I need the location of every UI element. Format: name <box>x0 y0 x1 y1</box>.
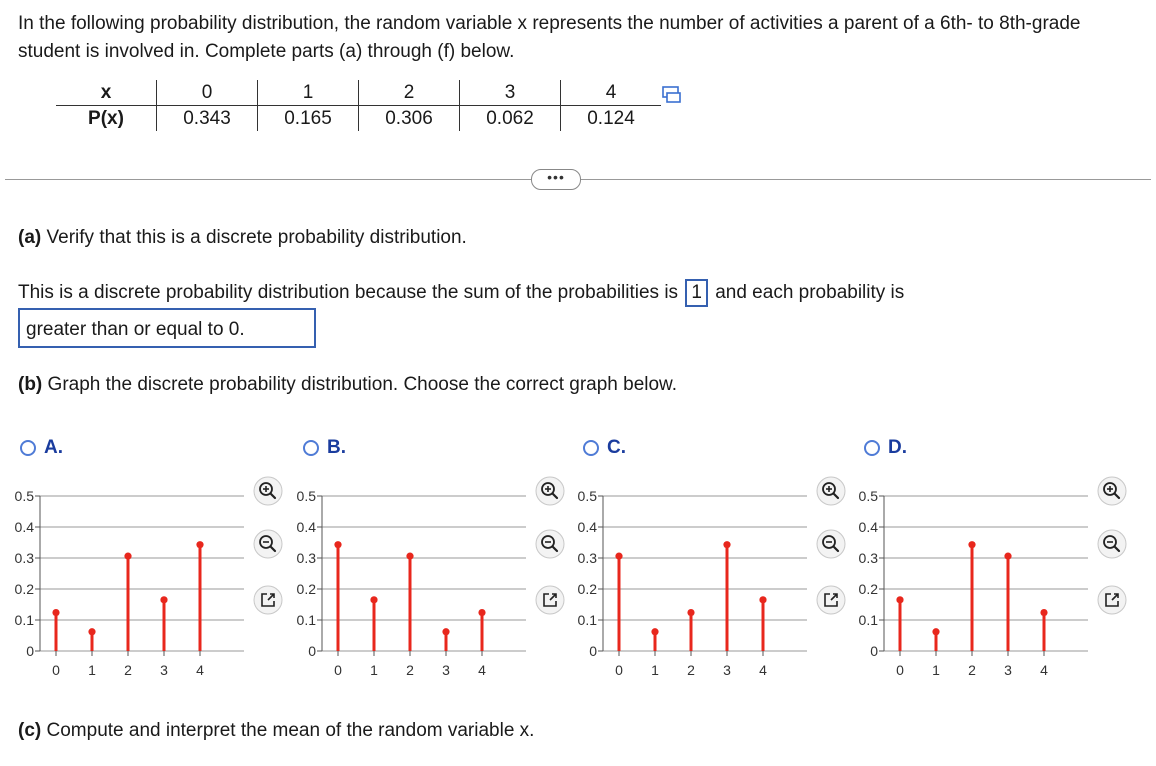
chart-option-d <box>852 478 1092 686</box>
x-tick-label: 1 <box>88 662 96 678</box>
y-tick-label: 0 <box>26 643 34 659</box>
chart-option-c <box>571 478 811 686</box>
part-c-text: Compute and interpret the mean of the random variable x. <box>46 720 535 741</box>
p-row <box>56 106 661 132</box>
stem-dot-1 <box>88 628 95 635</box>
y-tick-label: 0.1 <box>14 612 34 628</box>
x-cell: 3 <box>460 80 561 106</box>
chart-option-a <box>8 478 248 686</box>
copy-icon[interactable] <box>662 86 682 104</box>
option-c-label: C. <box>607 437 626 458</box>
p-cell: 0.306 <box>359 106 460 132</box>
answer-prefix: This is a discrete probability distribution because the sum of the probabilities is <box>18 282 679 303</box>
x-tick-label: 4 <box>1040 662 1048 678</box>
x-tick-label: 3 <box>1004 662 1012 678</box>
p-header: P(x) <box>88 107 124 129</box>
expand-icon[interactable] <box>535 585 565 615</box>
x-cell: 2 <box>359 80 460 106</box>
x-cell: 0 <box>157 80 258 106</box>
y-tick-label: 0.3 <box>296 550 316 566</box>
x-tick-label: 0 <box>615 662 623 678</box>
y-tick-label: 0 <box>308 643 316 659</box>
option-a-label: A. <box>44 437 63 458</box>
option-c-radio[interactable] <box>583 440 599 456</box>
x-tick-label: 1 <box>932 662 940 678</box>
part-a-question <box>18 227 467 249</box>
answer-mid: and each probability is <box>715 282 905 303</box>
y-tick-label: 0.2 <box>296 581 316 597</box>
p-cell: 0.165 <box>258 106 359 132</box>
part-a-label: (a) <box>18 227 42 248</box>
y-tick-label: 0.5 <box>296 488 316 504</box>
expand-icon[interactable] <box>816 585 846 615</box>
option-b-radio[interactable] <box>303 440 319 456</box>
y-tick-label: 0.3 <box>14 550 34 566</box>
x-row <box>56 80 661 106</box>
x-cell: 1 <box>258 80 359 106</box>
probability-table <box>56 80 661 131</box>
option-d[interactable] <box>864 437 907 459</box>
stem-dot-4 <box>478 609 485 616</box>
option-c[interactable] <box>583 437 626 459</box>
zoom-in-icon[interactable] <box>253 476 283 506</box>
stem-dot-4 <box>196 541 203 548</box>
stem-dot-1 <box>370 596 377 603</box>
y-tick-label: 0.1 <box>858 612 878 628</box>
condition-answer-box[interactable]: greater than or equal to 0. <box>18 308 316 348</box>
stem-dot-1 <box>932 628 939 635</box>
x-tick-label: 0 <box>896 662 904 678</box>
tool-bg <box>817 530 845 558</box>
x-tick-label: 4 <box>478 662 486 678</box>
chart-option-b <box>290 478 530 686</box>
zoom-in-icon[interactable] <box>816 476 846 506</box>
p-cell: 0.343 <box>157 106 258 132</box>
expand-icon[interactable] <box>253 585 283 615</box>
more-button[interactable]: ••• <box>531 169 581 190</box>
problem-statement: In the following probability distribution, the random variable x represents the number of activities a parent of a 6th- to 8th-grade student is involved in. Complete parts (a) through (f) below. <box>18 13 1081 62</box>
stem-dot-0 <box>334 541 341 548</box>
option-d-radio[interactable] <box>864 440 880 456</box>
x-tick-label: 3 <box>723 662 731 678</box>
x-tick-label: 3 <box>160 662 168 678</box>
y-tick-label: 0.5 <box>858 488 878 504</box>
y-tick-label: 0.3 <box>577 550 597 566</box>
y-tick-label: 0 <box>870 643 878 659</box>
stem-dot-4 <box>759 596 766 603</box>
option-d-label: D. <box>888 437 907 458</box>
x-tick-label: 0 <box>334 662 342 678</box>
stem-dot-2 <box>406 553 413 560</box>
part-b-question <box>18 374 677 396</box>
x-tick-label: 4 <box>196 662 204 678</box>
sum-answer-box[interactable]: 1 <box>685 279 708 307</box>
part-b-label: (b) <box>18 374 43 395</box>
x-tick-label: 4 <box>759 662 767 678</box>
y-tick-label: 0.2 <box>577 581 597 597</box>
x-tick-label: 2 <box>968 662 976 678</box>
y-tick-label: 0.5 <box>577 488 597 504</box>
x-tick-label: 2 <box>124 662 132 678</box>
zoom-in-icon[interactable] <box>1097 476 1127 506</box>
stem-dot-0 <box>615 553 622 560</box>
part-a-text: Verify that this is a discrete probability distribution. <box>46 227 467 248</box>
x-tick-label: 0 <box>52 662 60 678</box>
part-c-question <box>18 720 534 742</box>
zoom-out-icon[interactable] <box>1097 529 1127 559</box>
option-a-radio[interactable] <box>20 440 36 456</box>
p-cell: 0.124 <box>561 106 662 132</box>
x-tick-label: 3 <box>442 662 450 678</box>
y-tick-label: 0.2 <box>14 581 34 597</box>
part-a-answer <box>18 279 904 307</box>
tool-bg <box>254 477 282 505</box>
tool-bg <box>1098 477 1126 505</box>
x-cell: 4 <box>561 80 662 106</box>
x-tick-label: 2 <box>406 662 414 678</box>
x-tick-label: 1 <box>651 662 659 678</box>
y-tick-label: 0.4 <box>858 519 878 535</box>
y-tick-label: 0.3 <box>858 550 878 566</box>
tool-bg <box>254 530 282 558</box>
x-tick-label: 1 <box>370 662 378 678</box>
y-tick-label: 0.1 <box>577 612 597 628</box>
stem-dot-0 <box>896 596 903 603</box>
option-b[interactable] <box>303 437 346 459</box>
y-tick-label: 0.1 <box>296 612 316 628</box>
y-tick-label: 0.5 <box>14 488 34 504</box>
stem-dot-2 <box>124 553 131 560</box>
expand-icon[interactable] <box>1097 585 1127 615</box>
y-tick-label: 0.4 <box>14 519 34 535</box>
option-a[interactable] <box>20 437 63 459</box>
stem-dot-4 <box>1040 609 1047 616</box>
y-tick-label: 0.4 <box>577 519 597 535</box>
stem-dot-1 <box>651 628 658 635</box>
stem-dot-3 <box>1004 553 1011 560</box>
option-b-label: B. <box>327 437 346 458</box>
zoom-out-icon[interactable] <box>816 529 846 559</box>
stem-dot-2 <box>687 609 694 616</box>
x-tick-label: 2 <box>687 662 695 678</box>
stem-dot-2 <box>968 541 975 548</box>
zoom-out-icon[interactable] <box>253 529 283 559</box>
p-cell: 0.062 <box>460 106 561 132</box>
tool-bg <box>1098 530 1126 558</box>
stem-dot-3 <box>723 541 730 548</box>
part-c-label: (c) <box>18 720 42 741</box>
stem-dot-3 <box>442 628 449 635</box>
tool-bg <box>536 477 564 505</box>
y-tick-label: 0 <box>589 643 597 659</box>
y-tick-label: 0.4 <box>296 519 316 535</box>
tool-bg <box>536 530 564 558</box>
stem-dot-0 <box>52 609 59 616</box>
zoom-out-icon[interactable] <box>535 529 565 559</box>
x-header: x <box>56 80 157 106</box>
stem-dot-3 <box>160 596 167 603</box>
part-b-text: Graph the discrete probability distribution. Choose the correct graph below. <box>47 374 678 395</box>
y-tick-label: 0.2 <box>858 581 878 597</box>
zoom-in-icon[interactable] <box>535 476 565 506</box>
tool-bg <box>817 477 845 505</box>
